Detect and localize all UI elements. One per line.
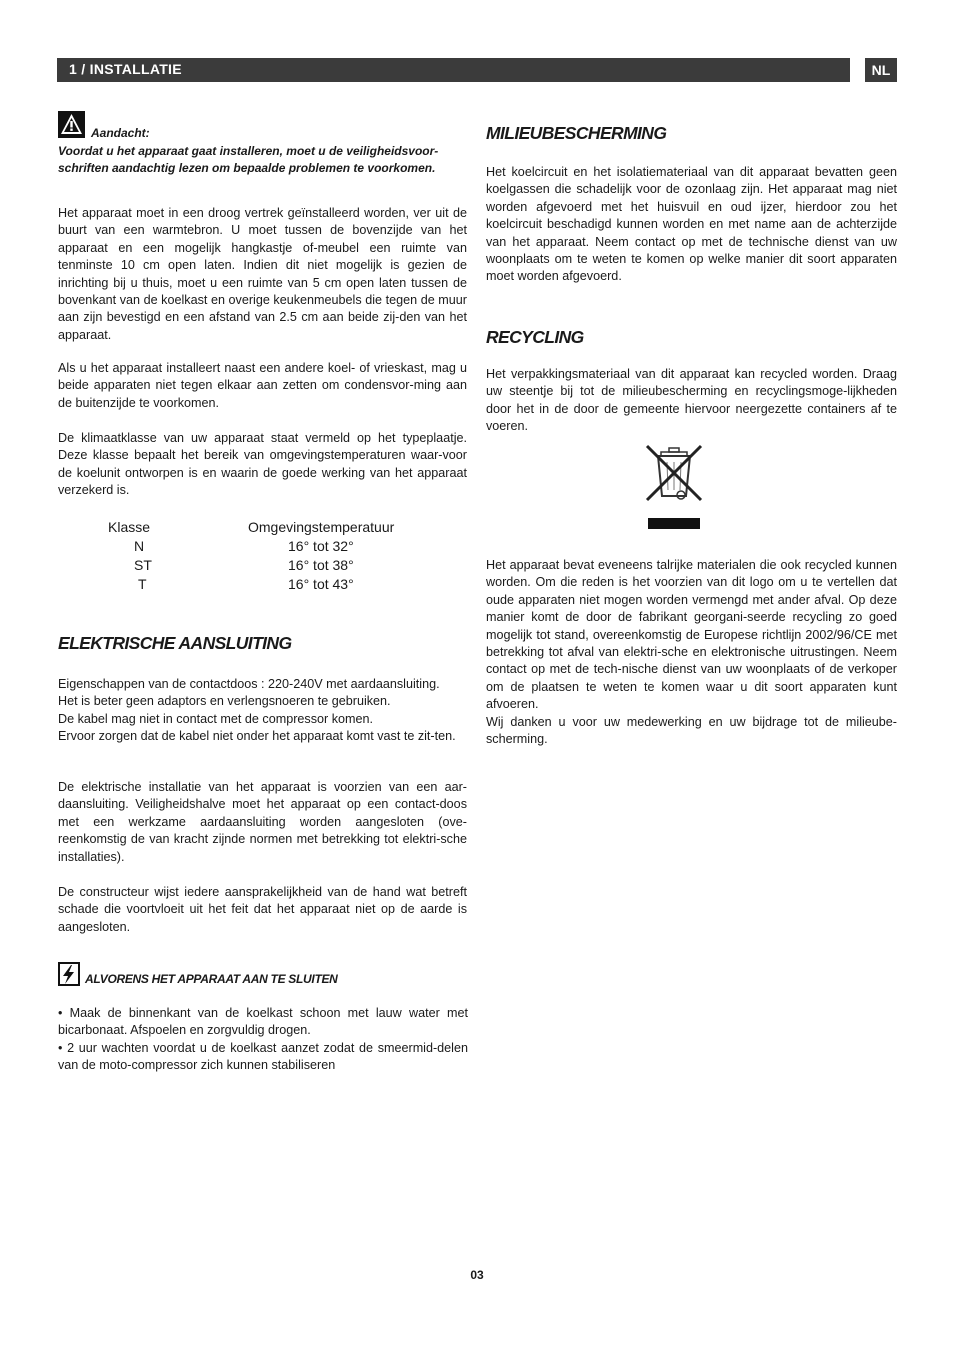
page-number: 03 [470, 1268, 484, 1282]
table-cell-klasse: T [138, 576, 147, 592]
table-header-temp: Omgevingstemperatuur [248, 519, 395, 535]
language-badge: NL [865, 58, 897, 82]
before-connecting-heading: ALVORENS HET APPARAAT AAN TE SLUITEN [85, 972, 338, 986]
table-row [108, 537, 394, 556]
electrical-paragraph-3: De constructeur wijst iedere aansprakelijkheid van de hand wat betreft schade die voortvloeit uit het feit dat het apparaat niet op de aarde is aangesloten. [58, 885, 467, 934]
warning-icon [58, 111, 85, 138]
warning-label: Aandacht: [91, 126, 150, 140]
installation-paragraph-2: Als u het apparaat installeert naast een andere koel- of vrieskast, mag u beide apparaten niet tegen elkaar aan zetten om condensvor-ming aan de buitenzijde te voorkomen. [58, 361, 467, 410]
warning-text: Voordat u het apparaat gaat installeren, moet u de veiligheidsvoor-schriften aandachtig lezen om bepaalde problemen te voorkomen. [58, 144, 439, 175]
table-cell-temp: 16° tot 32° [288, 538, 354, 554]
environment-paragraph: Het koelcircuit en het isolatiemateriaal van dit apparaat bevatten geen koelgassen die schadelijk voor de ozonlaag zijn. Het apparaat mag niet worden afgevoerd met het huisvuil en oud ijzer, hierdoor zou het koelcircuit beschadigd kunnen worden en met name aan de achterzijde van het apparaat. Neem contact op met de technische dienst van uw woonplaats om te weten te komen op welke manier dit soort apparaten moet worden afgevoerd. [486, 165, 897, 284]
table-cell-klasse: ST [134, 557, 152, 573]
table-header-klasse: Klasse [108, 519, 151, 535]
lightning-icon [58, 962, 80, 986]
crossed-bin-icon [641, 440, 707, 532]
electrical-heading: ELEKTRISCHE AANSLUITING [58, 633, 292, 653]
electrical-line-4: Ervoor zorgen dat de kabel niet onder het apparaat komt vast te zit-ten. [58, 729, 456, 744]
list-item: • Maak de binnenkant van de koelkast schoon met lauw water met bicarbonaat. Afspoelen en zorgvuldig drogen. [58, 1006, 468, 1038]
electrical-line-2: Het is beter geen adaptors en verlengsnoeren te gebruiken. [58, 694, 391, 709]
recycling-paragraph-2: Het apparaat bevat eveneens talrijke materialen die ook recycled kunnen worden. Om die reden is het voorzien van dit logo om u te vertellen dat oude apparaten niet mogen worden vermengd met ander afval. Op deze manier komt de door de fabrikant georgani-seerde recycling zo goed mogelijk tot stand, overeenkomstig de Europese richtlijn 2002/96/CE met betrekking tot afval van elektri-sche en elektronische uitrustingen. Neem contact op met de tech-nische dienst van uw woonplaats of de verkoper om de plaatsen te weten te komen waar u dit soort apparaten kunt afvoeren. [486, 558, 897, 712]
table-cell-temp: 16° tot 38° [288, 557, 354, 573]
installation-paragraph-3: De klimaatklasse van uw apparaat staat vermeld op het typeplaatje. Deze klasse bepaalt het bereik van omgevingstemperaturen waar-voor de koelunit ontworpen is en waarin de goede werking van het apparaat verzekerd is. [58, 431, 467, 498]
table-cell-klasse: N [134, 538, 145, 554]
header-bar [57, 58, 850, 82]
recycling-heading: RECYCLING [486, 327, 584, 347]
table-row [108, 556, 394, 575]
section-title: 1 / INSTALLATIE [69, 61, 182, 77]
installation-paragraph-1: Het apparaat moet in een droog vertrek geïnstalleerd worden, ver uit de buurt van een warmtebron. U moet tussen de bovenzijde van het apparaat en een mogelijk hangkastje of-meubel een ruimte van tenminste 10 cm open laten. Indien dit niet mogelijk is gezien de inrichting bij u thuis, moet u een ruimte van 5 cm open laten tussen de bovenkant van de koelkast en overige keukenmeubels die tegen de muur aan zijn bevestigd en een afstand van 2.5 cm aan beide zij-den van het apparaat. [58, 206, 467, 342]
table-cell-temp: 16° tot 43° [288, 576, 354, 592]
electrical-line-1: Eigenschappen van de contactdoos : 220-240V met aardaansluiting. [58, 677, 440, 691]
recycling-paragraph-1: Het verpakkingsmateriaal van dit apparaat kan recycled worden. Draag uw steentje bij tot de milieubescherming en recyclingsmoge-lijkheden door het in de door de gemeente hiervoor neergezette containers af te voeren. [486, 367, 897, 434]
electrical-line-3: De kabel mag niet in contact met de compressor komen. [58, 711, 373, 726]
table-row [108, 575, 394, 594]
list-item: • 2 uur wachten voordat u de koelkast aanzet zodat de smeermid-delen van de moto-compressor zich kunnen stabiliseren [58, 1040, 468, 1073]
environment-heading: MILIEUBESCHERMING [486, 123, 667, 143]
climate-class-table [108, 518, 394, 594]
electrical-paragraph-2: De elektrische installatie van het apparaat is voorzien van een aar-daansluiting. Veiligheidshalve moet het apparaat op een contact-doos met een werkzame aardaansluiting worden aangesloten (ove-reenkomstig de van kracht zijnde normen met betrekking tot elektri-sche installaties). [58, 780, 467, 864]
recycling-paragraph-3: Wij danken u voor uw medewerking en uw bijdrage tot de milieube-scherming. [486, 714, 897, 747]
